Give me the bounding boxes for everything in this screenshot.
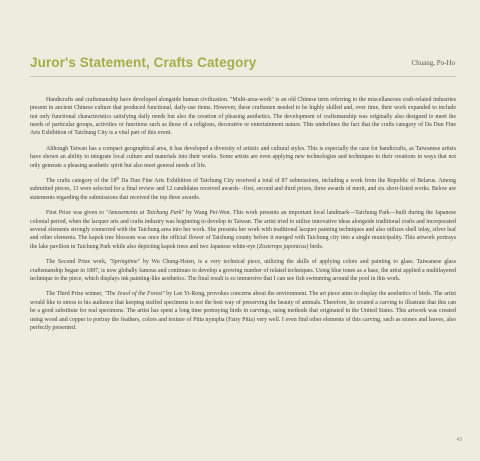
paragraph-1-text: Handicrafts and craftsmanship have developed alongside human civilization. "Multi-area-work" is an old Chinese term referring to the miscellaneous craft-related industries present in ancient Chinese culture that produced functional, daily-use items. However, these craftsmen needed to be highly skilled and, over time, their work expanded to include not only functional characteristics satisfying daily needs but also the creation of pleasing aesthetics. The development of craftsmanship was originally also designed to meet the needs of particular groups, activities or functions such as those of a religious, decorative or entertainment nature. This underlines the fact that the crafts category of Da Dun Fine Arts Exhibition of Taichung City is a vital part of this event. bbox=[30, 97, 456, 137]
author-name: Chuang, Po-Ho bbox=[411, 59, 455, 67]
first-prize-title: "Amusements at Taichung Park" bbox=[105, 210, 185, 217]
paragraph-6-text-b: by Lee Yi-Rong, provokes concerns about the environment. The art piece aims to display the aesthetics of birds. The artist would like to stress to his audience that keeping stuffed specimens is not the best way of preserving the beauty of animals. Therefore, he created a carving to illustrate that this can be a good substitute for real specimens. The artist has spent a long time portraying birds in carvings, using methods that originated in the United States. This artwork was created using wood and copper to portray the feathers, colors and texture of Pitta nympha (Fairy Pitta) very well. I even find other elements of this carving, such as stones and leaves, also perfectly presented. bbox=[30, 291, 456, 331]
paragraph-2 bbox=[30, 145, 456, 170]
paragraph-4-text-b: by Wang Pei-Wen. This work presents an important local landmark—Taichung Park—built during the Japanese colonial period, when the lacquer arts and crafts industry was beginning to develop in Taiwan. The artist tried to utilize innovative ideas alongside traditional crafts and incorporated several elements strongly connected with the Taichung area into her work. She presents her work with traditional lacquer painting techniques and also utilizes shell inlay, silver leaf and other elements. The kapok tree blossom was once the official flower of Taichung county before it merged with Taichung city into a single municipality. This artwork portrays the lake pavilion in Taichung Park while also depicting kapok trees and two Japanese white-eye ( bbox=[30, 210, 456, 250]
paragraph-4-text-a: First Prize was given to bbox=[46, 210, 106, 217]
paragraph-5-text-a: The Second Prize work, bbox=[46, 259, 110, 266]
paragraph-6 bbox=[30, 290, 456, 332]
paragraph-3 bbox=[30, 177, 456, 202]
paragraph-3-text-b: Da Dun Fine Arts Exhibition of Taichung City received a total of 87 submissions, including a work from the Republic of Belarus. Among submitted pieces, 13 were selected for a final review and 12 candidates received awards- -first, second and third prizes, three awards of merit, and six short-listed works. Below are statements regarding the submissions that received the top three awards. bbox=[30, 178, 457, 201]
species-name: Zosterops japonicus bbox=[258, 243, 307, 250]
page-title: Juror's Statement, Crafts Category bbox=[30, 55, 257, 70]
paragraph-6-text-a: The Third Prize winner, bbox=[46, 291, 105, 298]
paragraph-1 bbox=[30, 96, 456, 138]
paragraph-3-text-a: The crafts category of the 18 bbox=[46, 178, 117, 185]
third-prize-title: "The Jewel of the Forest" bbox=[104, 291, 165, 298]
paragraph-4 bbox=[30, 209, 456, 251]
paragraph-2-text: Although Taiwan has a compact geographical area, it has developed a diversity of artistic and cultural styles. This is especially the case for handicrafts, as Taiwanese artists have shown an ability to integrate local culture and materials into their works. Some artists are even applying new technologies and techniques to their creations in ways that not only generate a pleasing aesthetic spirit but also meet general needs of life. bbox=[30, 145, 456, 169]
ordinal-superscript: th bbox=[116, 176, 120, 181]
title-divider bbox=[30, 76, 456, 77]
paragraph-4-text-c: ) birds. bbox=[306, 243, 324, 250]
paragraph-5-text-b: by Wu Chung-Hsien, is a very technical piece, utilizing the skills of applying colors and painting to glass. Taiwanese glass craftsmanship began in 1887, is now globally famous and continues to develop a growing number of related techniques. Using blue tones as a base, the artist applied a multilayered technique to the piece, which displays ink painting-like aesthetics. The final result is so immersive that I can see fish swimming around the pool in this work. bbox=[30, 259, 457, 282]
paragraph-5 bbox=[30, 258, 456, 283]
second-prize-title: "Springtime" bbox=[109, 259, 141, 266]
page-number: 43 bbox=[456, 437, 462, 443]
statement-body bbox=[30, 96, 456, 332]
